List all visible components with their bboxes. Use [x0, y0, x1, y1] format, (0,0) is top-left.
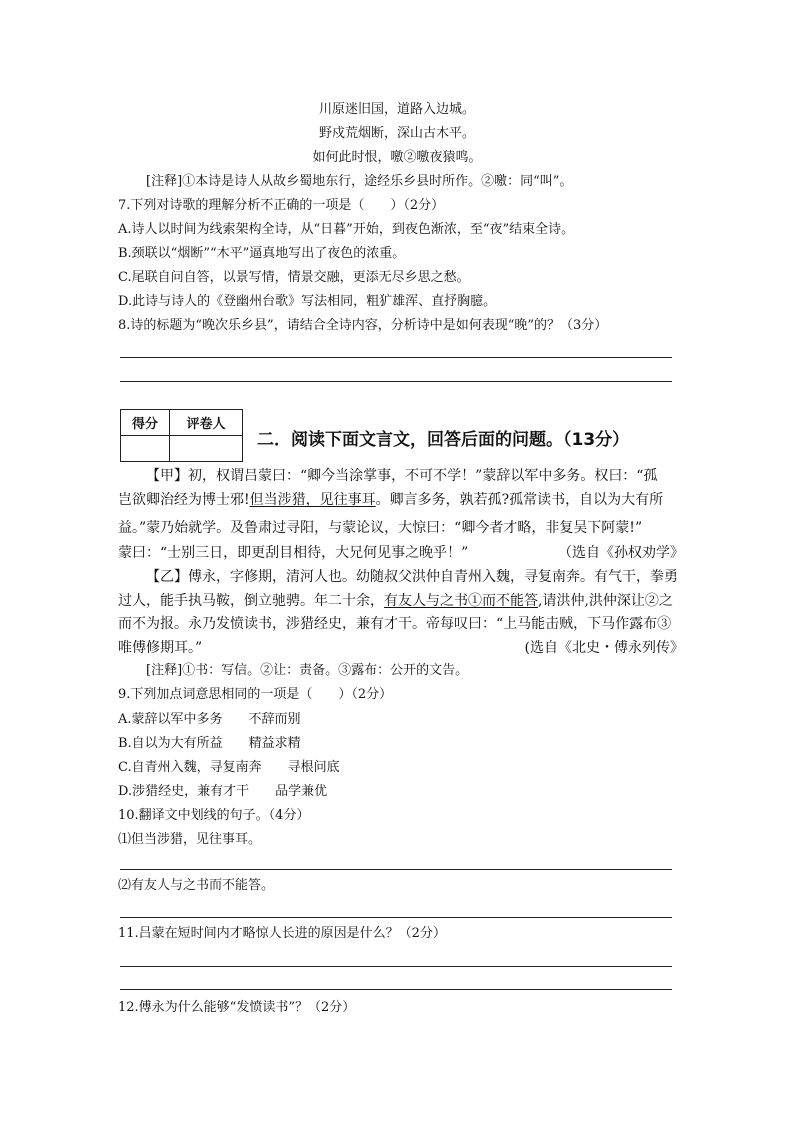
answer-line[interactable] [120, 869, 672, 870]
passage-text: 蒙曰：“士别三日，即更刮目相待，大兄何见事之晚乎！” [118, 545, 469, 561]
answer-line[interactable] [120, 381, 672, 382]
answer-line[interactable] [120, 966, 672, 967]
question-9-option-b: B.自以为大有所益 精益求精 [118, 736, 301, 751]
question-7-option-a: A.诗人以时间为线索架构全诗，从“日暮”开始，到夜色渐浓，至“夜”结束全诗。 [118, 222, 575, 237]
passage-text: 。卿言多务，孰若孤?孤常读书，自以为大有所 [375, 492, 664, 508]
question-10-sentence-1: ⑴但当涉猎，见往事耳。 [118, 832, 262, 847]
question-11-stem: 11.吕蒙在短时间内才略惊人长进的原因是什么？（2分） [118, 926, 446, 941]
answer-line[interactable] [120, 989, 672, 990]
passage-text: 岂欲卿治经为博士邪! [118, 492, 250, 508]
source-jia: （选自《孙权劝学》 [558, 545, 684, 561]
passage-text: ,请洪仲,洪仲深让②之 [538, 593, 673, 609]
prose-note: [注释]①书：写信。②让：责备。③露布：公开的文告。 [146, 663, 469, 678]
question-9-stem: 9.下列加点词意思相同的一项是（ ）（2分） [118, 687, 393, 702]
question-10-sentence-2: ⑵有友人与之书而不能答。 [118, 878, 275, 893]
poem-line-3: 如何此时恨，噭②噭夜猿鸣。 [312, 150, 482, 165]
passage-text: 过人，能手执马鞍，倒立驰骋。年二十余， [118, 593, 384, 609]
passage-jia-line-3: 益。”蒙乃始就学。及鲁肃过寻阳，与蒙论议，大惊曰：“卿今者才略，非复吴下阿蒙!” [118, 520, 643, 536]
grader-cell[interactable] [170, 436, 243, 462]
section-2-title: 二．阅读下面文言文，回答后面的问题。（13分） [257, 430, 630, 450]
passage-yi-line-3: 而不为报。永乃发愤读书，涉猎经史，兼有才干。帝每叹曰：“上马能击贼，下马作露布③ [118, 616, 672, 632]
score-label: 得分 [121, 410, 170, 436]
poem-note: [注释]①本诗是诗人从故乡蜀地东行，途经乐乡县时所作。②噭：同“叫”。 [146, 174, 573, 189]
passage-yi-line-2 [118, 591, 673, 611]
answer-line[interactable] [120, 357, 672, 358]
passage-yi-line-1: 【乙】傅永，字修期，清河人也。幼随叔父洪仲自青州入魏，寻复南奔。有气干，拳勇 [146, 569, 678, 585]
question-8-stem: 8.诗的标题为“晚次乐乡县”，请结合全诗内容，分析诗中是如何表现“晚”的？（3分） [118, 318, 608, 333]
score-table [120, 409, 243, 462]
question-7-option-d: D.此诗与诗人的《登幽州台歌》写法相同，粗犷雄浑、直抒胸臆。 [118, 294, 497, 309]
passage-yi-line-4 [118, 638, 684, 658]
question-9-option-d: D.涉猎经史，兼有才干 品学兼优 [118, 784, 328, 799]
score-cell[interactable] [121, 436, 170, 462]
passage-jia-line-1: 【甲】初，权谓吕蒙曰：“卿今当涂掌事，不可不学！”蒙辞以军中多务。权曰：“孤 [146, 468, 658, 484]
question-7-stem: 7.下列对诗歌的理解分析不正确的一项是（ ）（2分） [118, 198, 445, 213]
underlined-sentence-1: 但当涉猎，见往事耳 [249, 492, 376, 508]
underlined-sentence-2: 有友人与之书①而不能答 [384, 593, 538, 609]
source-yi: (选自《北史・傅永列传》 [524, 640, 684, 656]
question-7-option-c: C.尾联自问自答，以景写情，情景交融，更添无尽乡思之愁。 [118, 270, 470, 285]
passage-jia-line-4 [118, 543, 684, 563]
passage-jia-line-2 [118, 490, 663, 510]
question-9-option-a: A.蒙辞以军中多务 不辞而别 [118, 712, 301, 727]
question-9-option-c: C.自青州入魏，寻复南奔 寻根问底 [118, 760, 340, 775]
grader-label: 评卷人 [170, 410, 243, 436]
poem-line-1: 川原迷旧国，道路入边城。 [318, 102, 475, 117]
question-7-option-b: B.颈联以“烟断”“木平”逼真地写出了夜色的浓重。 [118, 246, 406, 261]
question-12-stem: 12.傅永为什么能够“发愤读书”？（2分） [118, 1000, 356, 1015]
question-10-stem: 10.翻译文中划线的句子。（4分） [118, 808, 310, 823]
passage-text: 唯傅修期耳。” [118, 640, 203, 656]
poem-line-2: 野戍荒烟断，深山古木平。 [318, 126, 475, 141]
answer-line[interactable] [120, 917, 672, 918]
